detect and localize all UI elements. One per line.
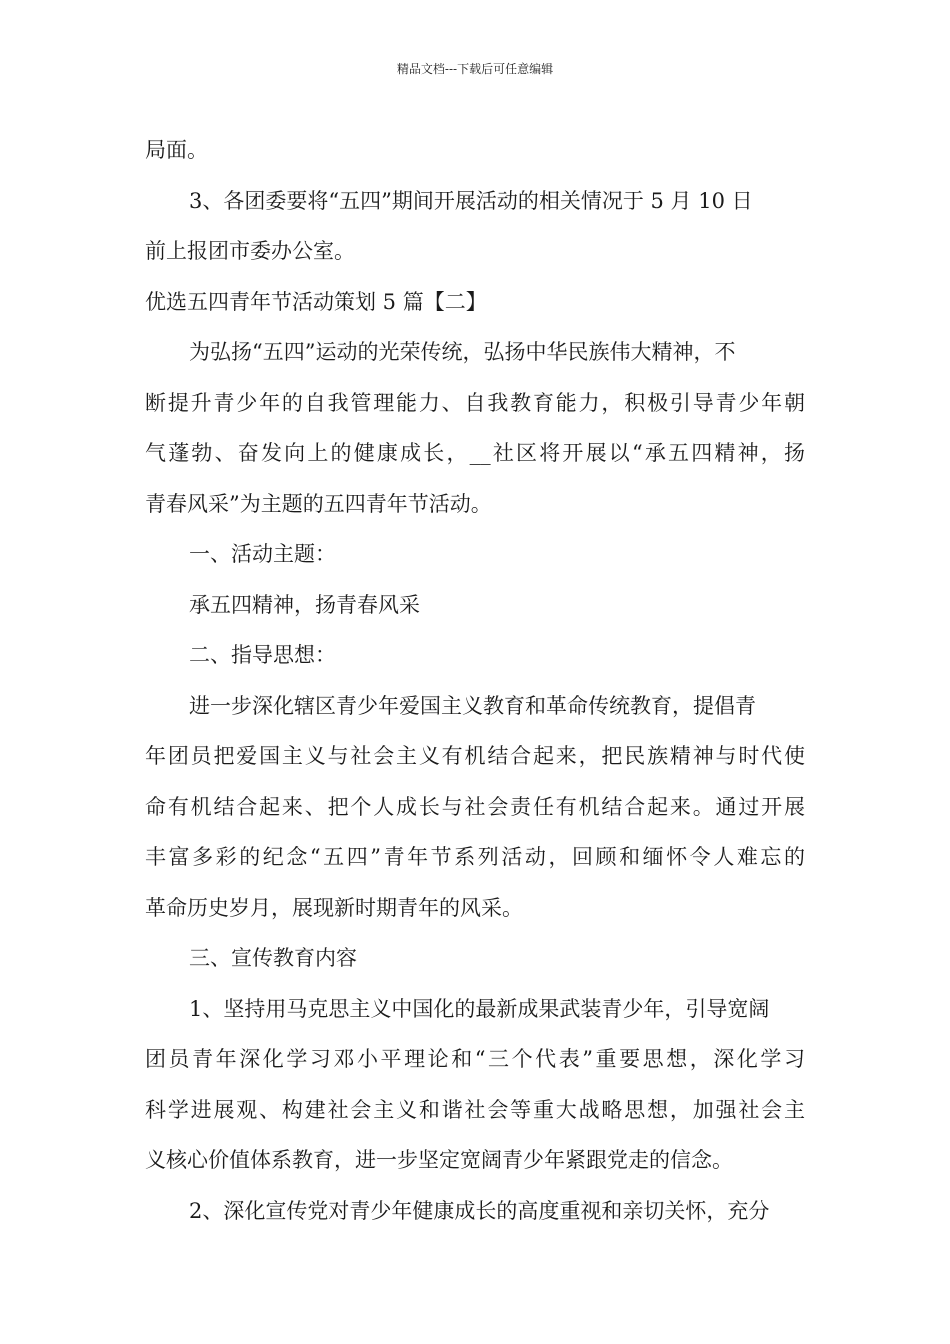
- page-header: 精品文档---下载后可任意编辑: [396, 62, 554, 76]
- document-body: [145, 128, 805, 1239]
- paragraph-line: 义核心价值体系教育，进一步坚定宽阔青少年紧跟党走的信念。: [145, 1148, 733, 1172]
- paragraph-line: 革命历史岁月，展现新时期青年的风采。: [145, 895, 523, 920]
- subheading: 一、活动主题：: [189, 542, 336, 566]
- subheading: 二、指导思想：: [189, 643, 336, 667]
- paragraph-line: 局面。: [145, 138, 208, 162]
- paragraph-line: 断提升青少年的自我管理能力、自我教育能力，积极引导青少年朝: [145, 390, 805, 415]
- section-heading: 优选五四青年节活动策划 5 篇【二】: [145, 289, 487, 314]
- paragraph-line: 2、深化宣传党对青少年健康成长的高度重视和亲切关怀，充分: [189, 1198, 770, 1223]
- paragraph-line: 青春风采”为主题的五四青年节活动。: [145, 491, 492, 516]
- paragraph-line: 命有机结合起来、把个人成长与社会责任有机结合起来。通过开展: [145, 794, 805, 819]
- paragraph-line: 前上报团市委办公室。: [145, 239, 355, 263]
- paragraph-line: 团员青年深化学习邓小平理论和“三个代表”重要思想，深化学习: [145, 1047, 805, 1071]
- paragraph-line: 1、坚持用马克思主义中国化的最新成果武装青少年，引导宽阔: [189, 996, 770, 1021]
- paragraph-line: 3、各团委要将“五四”期间开展活动的相关情况于 5 月 10 日: [189, 188, 753, 213]
- paragraph-line: 气蓬勃、奋发向上的健康成长，__社区将开展以“承五四精神，扬: [145, 441, 805, 465]
- paragraph-line: 承五四精神，扬青春风采: [189, 592, 420, 617]
- paragraph-line: 科学进展观、构建社会主义和谐社会等重大战略思想，加强社会主: [145, 1097, 805, 1122]
- paragraph-line: 年团员把爱国主义与社会主义有机结合起来，把民族精神与时代使: [145, 744, 805, 768]
- paragraph-line: 进一步深化辖区青少年爱国主义教育和革命传统教育，提倡青: [189, 693, 756, 718]
- subheading: 三、宣传教育内容: [189, 946, 357, 970]
- paragraph-line: 丰富多彩的纪念“五四”青年节系列活动，回顾和缅怀令人难忘的: [145, 845, 805, 869]
- paragraph-line: 为弘扬“五四”运动的光荣传统，弘扬中华民族伟大精神，不: [189, 340, 736, 364]
